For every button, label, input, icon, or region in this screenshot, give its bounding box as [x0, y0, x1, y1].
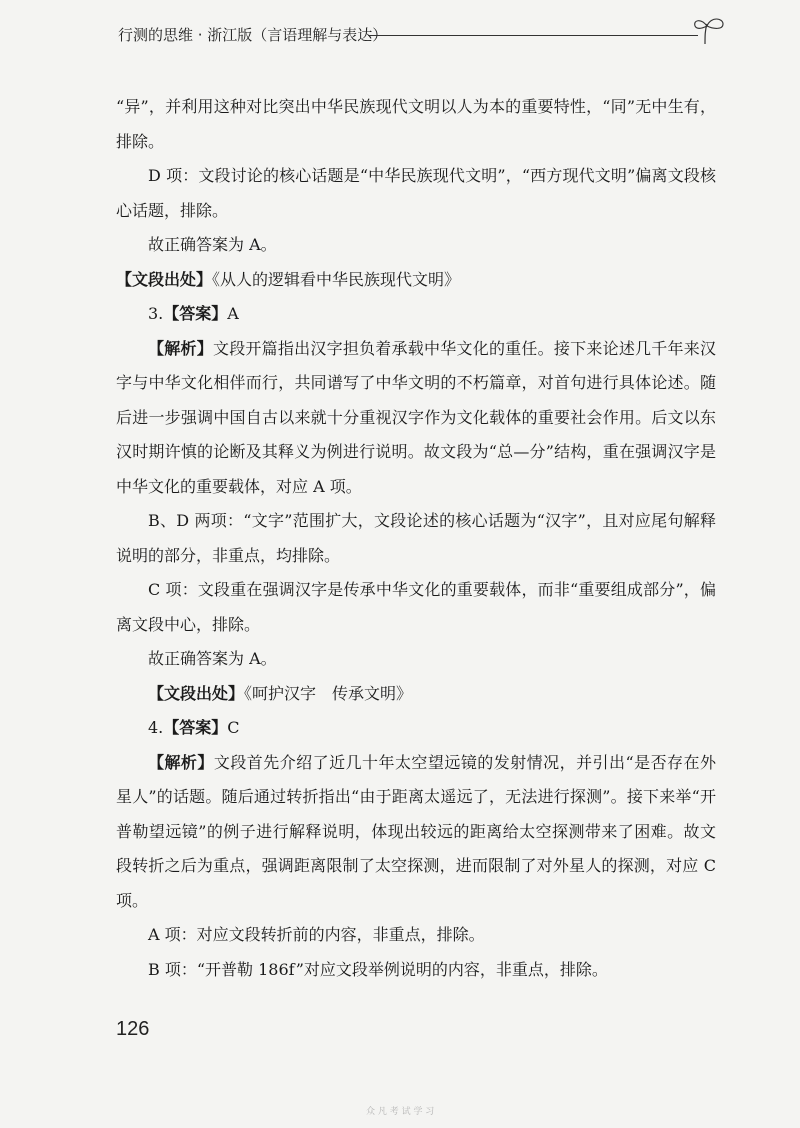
paragraph-text: 《从人的逻辑看中华民族现代文明》 — [212, 269, 461, 289]
footer-mark: 众 凡 考 试 学 习 — [366, 1107, 435, 1117]
paragraph — [116, 711, 716, 746]
section-label: 【答案】 — [163, 304, 228, 323]
question-number: 3. — [148, 304, 164, 323]
book-title: 行测的思维 · 浙江版（言语理解与表达） — [118, 26, 388, 44]
section-label: 【答案】 — [163, 718, 228, 737]
paragraph — [116, 263, 716, 298]
section-label: 【文段出处】 — [116, 269, 213, 289]
paragraph — [116, 677, 716, 712]
paragraph-text: 文段首先介绍了近几十年太空望远镜的发射情况，并引出“是否存在外星人”的话题。随后通过转折指出“由于距离太遥远了，无法进行探测”。接下来举“开普勒望远镜”的例子进行解释说明，体现出较远的距离给太空探测带来了困难。故文段转折之后为重点，强调距离限制了太空探测，进而限制了对外星人的探测，对应 C 项。 — [116, 752, 716, 910]
paragraph — [116, 953, 716, 988]
paragraph-text: C 项：文段重在强调汉字是传承中华文化的重要载体，而非“重要组成部分”，偏离文段中心，排除。 — [116, 580, 716, 634]
paragraph-text: 故正确答案为 A。 — [148, 235, 277, 254]
paragraph-text: 故正确答案为 A。 — [148, 649, 277, 668]
section-label: 【解析】 — [148, 338, 213, 358]
section-label: 【解析】 — [148, 752, 214, 772]
paragraph — [116, 642, 716, 677]
paragraph-text: B、D 两项：“文字”范围扩大，文段论述的核心话题为“汉字”，且对应尾句解释说明的部分，非重点，均排除。 — [116, 511, 716, 565]
paragraph-text: 文段开篇指出汉字担负着承载中华文化的重任。接下来论述几千年来汉字与中华文化相伴而行，共同谱写了中华文明的不朽篇章，对首句进行具体论述。随后进一步强调中国自古以来就十分重视汉字作为文化载体的重要社会作用。后文以东汉时期许慎的论断及其释义为例进行说明。故文段为“总—分”结构，重在强调汉字是中华文化的重要载体，对应 A 项。 — [116, 338, 716, 496]
paragraph — [116, 504, 716, 573]
running-header — [118, 22, 718, 52]
paragraph — [116, 297, 716, 332]
paragraph — [116, 746, 716, 919]
paragraph-text: “异”，并利用这种对比突出中华民族现代文明以人为本的重要特性，“同”无中生有，排除。 — [116, 97, 716, 151]
question-number: 4. — [148, 718, 164, 737]
paragraph — [116, 918, 716, 953]
paragraph — [116, 228, 716, 263]
header-rule — [368, 35, 698, 36]
paragraph-text: A — [227, 304, 239, 323]
paragraph — [116, 159, 716, 228]
paragraph-text: A 项：对应文段转折前的内容，非重点，排除。 — [148, 925, 485, 944]
page-number: 126 — [116, 1018, 150, 1040]
paragraph-text: B 项：“开普勒 186f”对应文段举例说明的内容，非重点，排除。 — [148, 959, 608, 979]
paragraph — [116, 573, 716, 642]
paragraph — [116, 332, 716, 505]
paragraph-text: C — [227, 718, 240, 737]
paragraph — [116, 90, 716, 159]
section-label: 【文段出处】 — [148, 683, 245, 703]
page-body — [116, 90, 716, 987]
sprout-icon — [693, 16, 727, 46]
paragraph-text: D 项：文段讨论的核心话题是“中华民族现代文明”，“西方现代文明”偏离文段核心话题，排除。 — [116, 166, 716, 220]
paragraph-text: 《呵护汉字 传承文明》 — [244, 683, 413, 703]
